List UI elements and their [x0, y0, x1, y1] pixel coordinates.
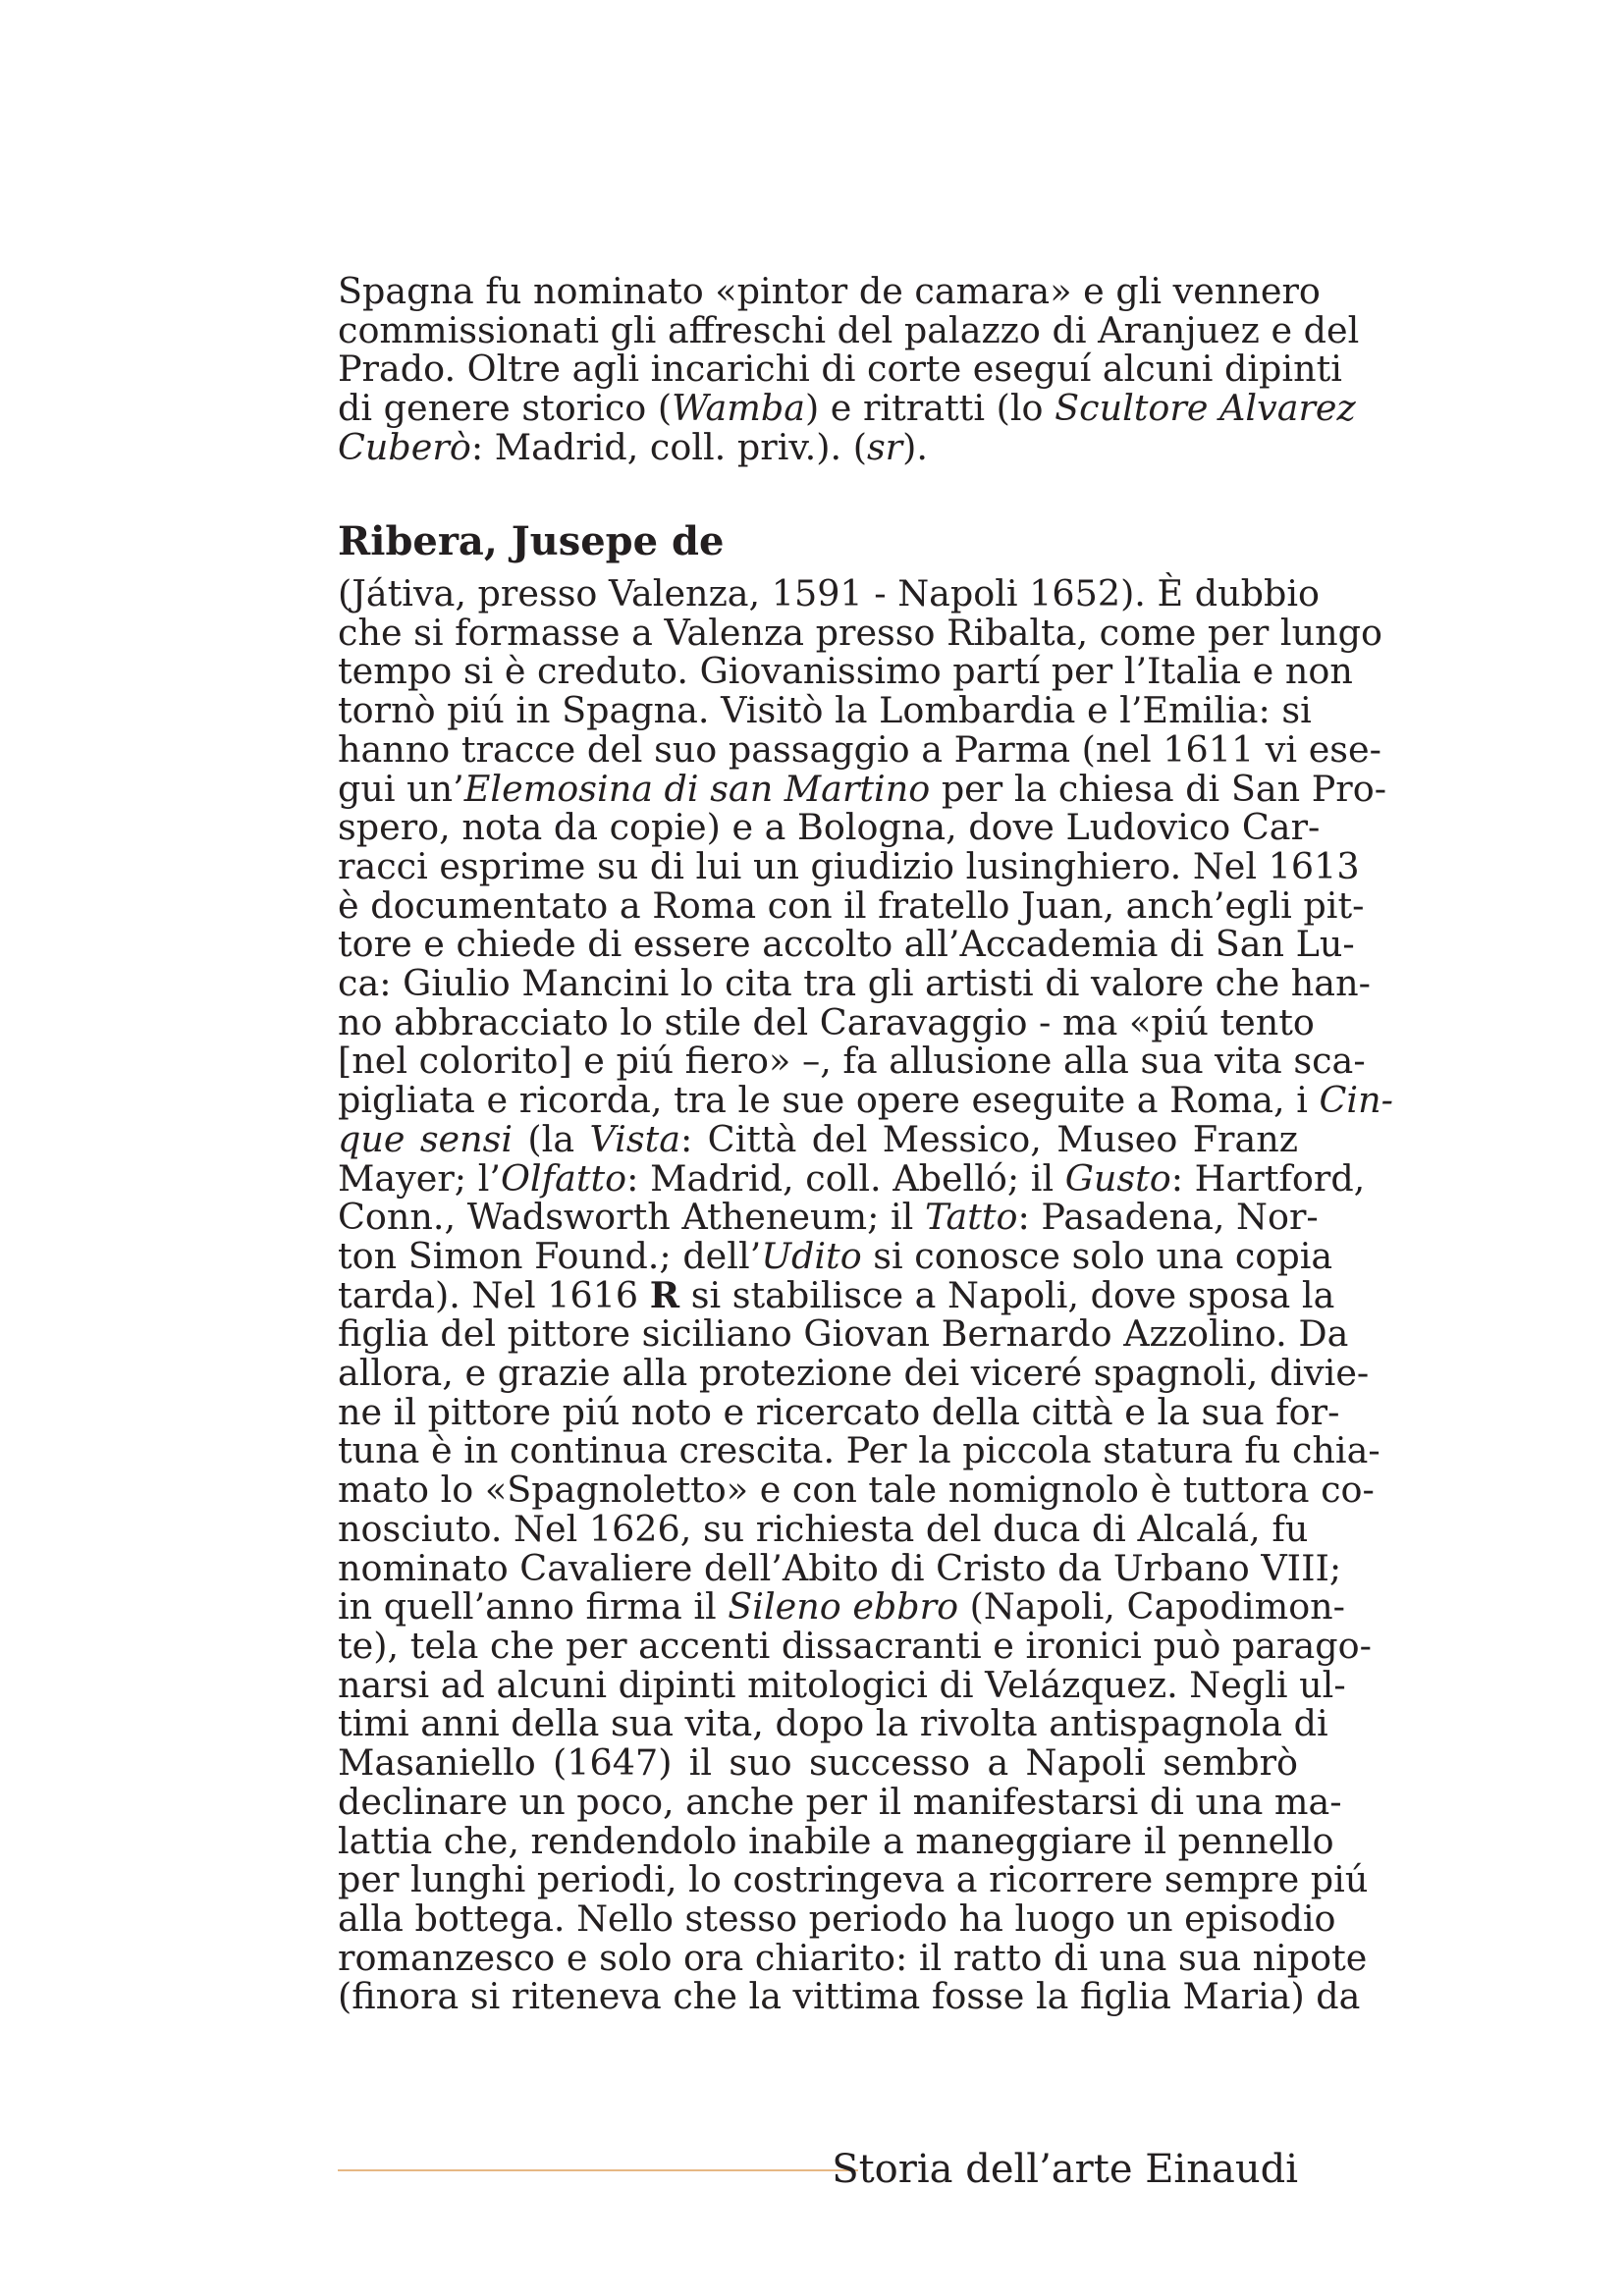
text-line: gui un’Elemosina di san Martino per la chiesa di San Pro- [338, 767, 1387, 810]
work-title: Olfatto [500, 1156, 627, 1200]
footer-divider [338, 2169, 858, 2171]
text-line: narsi ad alcuni dipinti mitologici di Velázquez. Negli ul- [338, 1663, 1346, 1706]
text-line: tore e chiede di essere accolto all’Accademia di San Lu- [338, 923, 1355, 966]
work-title: Cin- [1319, 1079, 1393, 1122]
work-title: Cuberò [338, 425, 471, 468]
text-line: in quell’anno firma il Sileno ebbro (Napoli, Capodimon- [338, 1585, 1346, 1629]
text-line: ne il pittore piú noto e ricercato della città e la sua for- [338, 1390, 1340, 1433]
entry-title: Ribera, Jusepe de [338, 518, 725, 564]
intro-paragraph [338, 270, 1360, 468]
subject-initial: R [649, 1273, 680, 1316]
text-line: commissionati gli affreschi del palazzo di Aranjuez e del [338, 308, 1360, 351]
text-line: che si formasse a Valenza presso Ribalta, come per lungo [338, 611, 1382, 654]
text-line: Prado. Oltre agli incarichi di corte eseguí alcuni dipinti [338, 347, 1342, 391]
work-title: Vista [589, 1117, 681, 1160]
text-line: Mayer; l’Olfatto: Madrid, coll. Abelló; il Gusto: Hartford, [338, 1156, 1366, 1200]
text-line: racci esprime su di lui un giudizio lusinghiero. Nel 1613 [338, 844, 1360, 887]
work-title: Wamba [672, 387, 805, 430]
text-line: Conn., Wadsworth Atheneum; il Tatto: Pasadena, Nor- [338, 1196, 1319, 1239]
text-line: per lunghi periodi, lo costringeva a ricorrere sempre piú [338, 1858, 1369, 1901]
author-initials: sr [866, 425, 903, 468]
text-line: tornò piú in Spagna. Visitò la Lombardia e l’Emilia: si [338, 689, 1312, 732]
text-line: Spagna fu nominato «pintor de camara» e gli vennero [338, 270, 1321, 312]
text-line: lattia che, rendendolo inabile a maneggiare il pennello [338, 1819, 1334, 1862]
work-title: Tatto [924, 1196, 1018, 1239]
text-line: timi anni della sua vita, dopo la rivolta antispagnola di [338, 1702, 1328, 1745]
work-title: Udito [761, 1234, 862, 1277]
text-line: [nel colorito] e piú fiero» –, fa allusione alla sua vita sca- [338, 1040, 1366, 1083]
text-line: tempo si è creduto. Giovanissimo partí per l’Italia e non [338, 650, 1353, 693]
text-line: allora, e grazie alla protezione dei viceré spagnoli, divie- [338, 1352, 1370, 1395]
text-line: spero, nota da copie) e a Bologna, dove Ludovico Car- [338, 806, 1321, 849]
text-line: nosciuto. Nel 1626, su richiesta del duca di Alcalá, fu [338, 1507, 1309, 1550]
text-line: nominato Cavaliere dell’Abito di Cristo da Urbano VIII; [338, 1546, 1342, 1589]
text-line: hanno tracce del suo passaggio a Parma (nel 1611 vi ese- [338, 727, 1381, 771]
work-title: Sileno ebbro [728, 1585, 959, 1629]
text-line: declinare un poco, anche per il manifestarsi di una ma- [338, 1780, 1342, 1823]
work-title: Elemosina di san Martino [463, 767, 931, 810]
text-line: te), tela che per accenti dissacranti e ironici può parago- [338, 1624, 1372, 1667]
text-line: ton Simon Found.; dell’Udito si conosce solo una copia [338, 1234, 1333, 1277]
entry-body [338, 572, 1393, 2018]
text-line: pigliata e ricorda, tra le sue opere eseguite a Roma, i Cin- [338, 1079, 1393, 1122]
work-title: Gusto [1064, 1156, 1171, 1200]
text-line: romanzesco e solo ora chiarito: il ratto di una sua nipote [338, 1936, 1368, 1979]
text-line: Masaniello (1647) il suo successo a Napoli sembrò [338, 1741, 1298, 1785]
text-line: tuna è in continua crescita. Per la piccola statura fu chia- [338, 1429, 1380, 1472]
text-line: mato lo «Spagnoletto» e con tale nomignolo è tuttora co- [338, 1468, 1375, 1512]
text-line: alla bottega. Nello stesso periodo ha luogo un episodio [338, 1896, 1336, 1940]
text-line: (Játiva, presso Valenza, 1591 - Napoli 1652). È dubbio [338, 572, 1321, 614]
text-line: figlia del pittore siciliano Giovan Bernardo Azzolino. Da [338, 1312, 1349, 1356]
text-line: tarda). Nel 1616 R si stabilisce a Napoli, dove sposa la [338, 1273, 1335, 1316]
text-line: (finora si riteneva che la vittima fosse la figlia Maria) da [338, 1975, 1361, 2018]
work-title: que sensi [338, 1117, 514, 1160]
work-title: Scultore Alvarez [1055, 387, 1356, 430]
footer-publication-title: Storia dell’arte Einaudi [832, 2147, 1298, 2192]
text-line: di genere storico (Wamba) e ritratti (lo Scultore Alvarez [338, 387, 1356, 430]
text-line: no abbracciato lo stile del Caravaggio - ma «piú tento [338, 1000, 1315, 1043]
text-line: ca: Giulio Mancini lo cita tra gli artisti di valore che han- [338, 962, 1371, 1005]
text-line: Cuberò: Madrid, coll. priv.). (sr). [338, 425, 928, 468]
text-line: è documentato a Roma con il fratello Juan, anch’egli pit- [338, 883, 1365, 927]
text-line: que sensi (la Vista: Città del Messico, Museo Franz [338, 1117, 1299, 1160]
